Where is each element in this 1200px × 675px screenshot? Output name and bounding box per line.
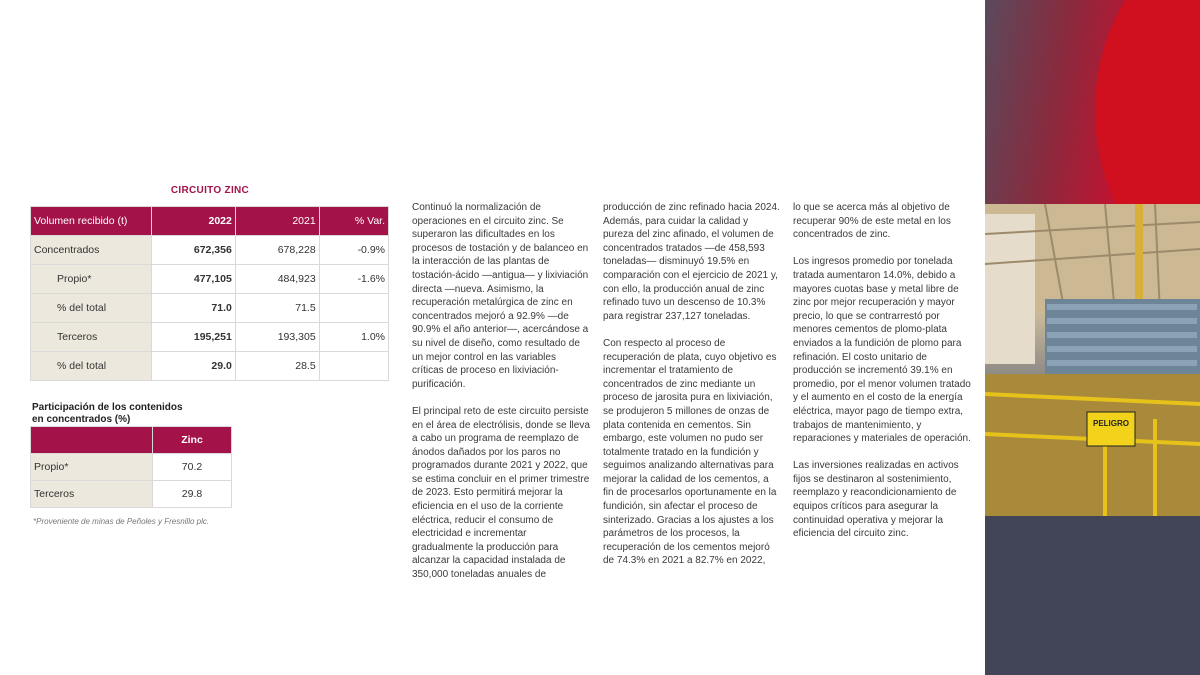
cell-2022: 672,356	[152, 236, 236, 265]
table-row	[31, 294, 389, 323]
footnote: *Proveniente de minas de Peñoles y Fresnillo plc.	[33, 517, 210, 526]
paragraph: lo que se acerca más al objetivo de recuperar 90% de este metal en los concentrados de zinc.	[793, 202, 951, 241]
row-label: Propio*	[31, 265, 152, 294]
industrial-plant-photo	[985, 204, 1200, 516]
table-row	[31, 454, 232, 481]
header-volume: Volumen recibido (t)	[31, 207, 152, 236]
table-header-row	[31, 427, 232, 454]
table-row	[31, 265, 389, 294]
zinc-volume-table	[30, 206, 389, 381]
cell-2021: 71.5	[235, 294, 319, 323]
header-zinc: Zinc	[153, 427, 232, 454]
row-label: Concentrados	[31, 236, 152, 265]
plant-illustration	[985, 204, 1200, 516]
cell-var	[319, 294, 388, 323]
participation-title-line1: Participación de los contenidos	[32, 402, 183, 413]
text-column-2	[603, 201, 781, 582]
cell-2022: 71.0	[152, 294, 236, 323]
decorative-arc	[1095, 0, 1200, 204]
paragraph: producción de zinc refinado hacia 2024. Además, para cuidar la calidad y pureza del zinc afinado, el volumen de concentrados tratados —de 458,593 toneladas— disminuyó 19.5% en comparación con el ejercicio de 2021 y, con ello, la producción anual de zinc refinado tuvo un descenso de 10.3% para registrar 237,127 toneladas.	[603, 202, 780, 322]
cell-2021: 678,228	[235, 236, 319, 265]
table-row	[31, 236, 389, 265]
table-row	[31, 323, 389, 352]
cell-2022: 29.0	[152, 352, 236, 381]
table-header-row	[31, 207, 389, 236]
text-column-1	[412, 201, 590, 595]
participation-title	[32, 402, 232, 426]
paragraph: Los ingresos promedio por tonelada tratada aumentaron 14.0%, debido a mayores cuotas base y metal libre de zinc por mejor recuperación y mayor precio, lo que se contrarrestó por menores cementos de plomo-plata enviados a la fundición de plomo para refinación. El costo unitario de producción se incrementó 39.1% en promedio, por el menor volumen tratado y el aumento en el costo de la energía eléctrica, mayor pago de tiempo extra, trabajos de mantenimiento, y reparaciones y materiales de operación.	[793, 256, 971, 445]
cell-var: 1.0%	[319, 323, 388, 352]
table-title: CIRCUITO ZINC	[170, 185, 250, 196]
paragraph: Las inversiones realizadas en activos fijos se destinaron al sostenimiento, reemplazo y reacondicionamiento de equipos críticos para asegurar la continuidad operativa y mejorar la eficiencia del circuito zinc.	[793, 460, 959, 540]
participation-title-line2: en concentrados (%)	[32, 414, 131, 425]
paragraph: Con respecto al proceso de recuperación de plata, cuyo objetivo es incrementar el tratamiento de concentrados de zinc mediante un proceso de jarosita pura en lixiviación, se produjeron 5 millones de onzas de plata contenida en cementos. Sin embargo, este volumen no pudo ser totalmente tratado en la fundición y seguimos analizando alternativas para mejorar la calidad de los cementos, a fin de procesarlos oportunamente en la fundición, sin afectar el proceso de sinterizado. Gracias a los ajustes a los parámetros de los procesos, la recuperación de los cementos mejoró de 74.3% en 2021 a 82.7% en 2022,	[603, 337, 777, 567]
cell-value: 29.8	[153, 481, 232, 508]
cell-2021: 193,305	[235, 323, 319, 352]
cell-2021: 484,923	[235, 265, 319, 294]
paragraph: Continuó la normalización de operaciones en el circuito zinc. Se superaron las dificultades en los procesos de tostación y de balanceo en la interacción de las plantas de tostación-ácido —antigua— y lixiviación directa —nueva. Asimismo, la recuperación metalúrgica de zinc en concentrados mejoró a 92.9% —de 90.9% el año anterior—, acercándose a su nivel de diseño, como resultado de un mejor control en las variables críticas de proceso en lixiviación-purificación.	[412, 202, 589, 390]
row-label: % del total	[31, 352, 152, 381]
cell-2021: 28.5	[235, 352, 319, 381]
cell-var	[319, 352, 388, 381]
cell-var: -1.6%	[319, 265, 388, 294]
paragraph: El principal reto de este circuito persiste en el área de electrólisis, donde se lleva a cabo un programa de reemplazo de ánodos dañados por los paros no programados durante 2021 y 2022, que se estima concluir en el primer trimestre de 2023. Esto permitirá mejorar la eficiencia en el uso de la corriente eléctrica, reducir el consumo de electricidad e incrementar gradualmente la producción para alcanzar la capacidad instalada de 350,000 toneladas anuales de	[412, 405, 590, 581]
header-empty	[31, 427, 153, 454]
cell-2022: 477,105	[152, 265, 236, 294]
row-label: Terceros	[31, 323, 152, 352]
decorative-gradient	[985, 0, 1200, 204]
cell-2022: 195,251	[152, 323, 236, 352]
header-var: % Var.	[319, 207, 388, 236]
table-row	[31, 481, 232, 508]
header-2022: 2022	[152, 207, 236, 236]
cell-value: 70.2	[153, 454, 232, 481]
header-2021: 2021	[235, 207, 319, 236]
table-row	[31, 352, 389, 381]
row-label: Propio*	[31, 454, 153, 481]
participation-table	[30, 426, 232, 508]
row-label: Terceros	[31, 481, 153, 508]
row-label: % del total	[31, 294, 152, 323]
text-column-3	[793, 201, 971, 554]
side-panel	[985, 0, 1200, 675]
cell-var: -0.9%	[319, 236, 388, 265]
sign-text: PELIGRO	[1092, 419, 1130, 428]
